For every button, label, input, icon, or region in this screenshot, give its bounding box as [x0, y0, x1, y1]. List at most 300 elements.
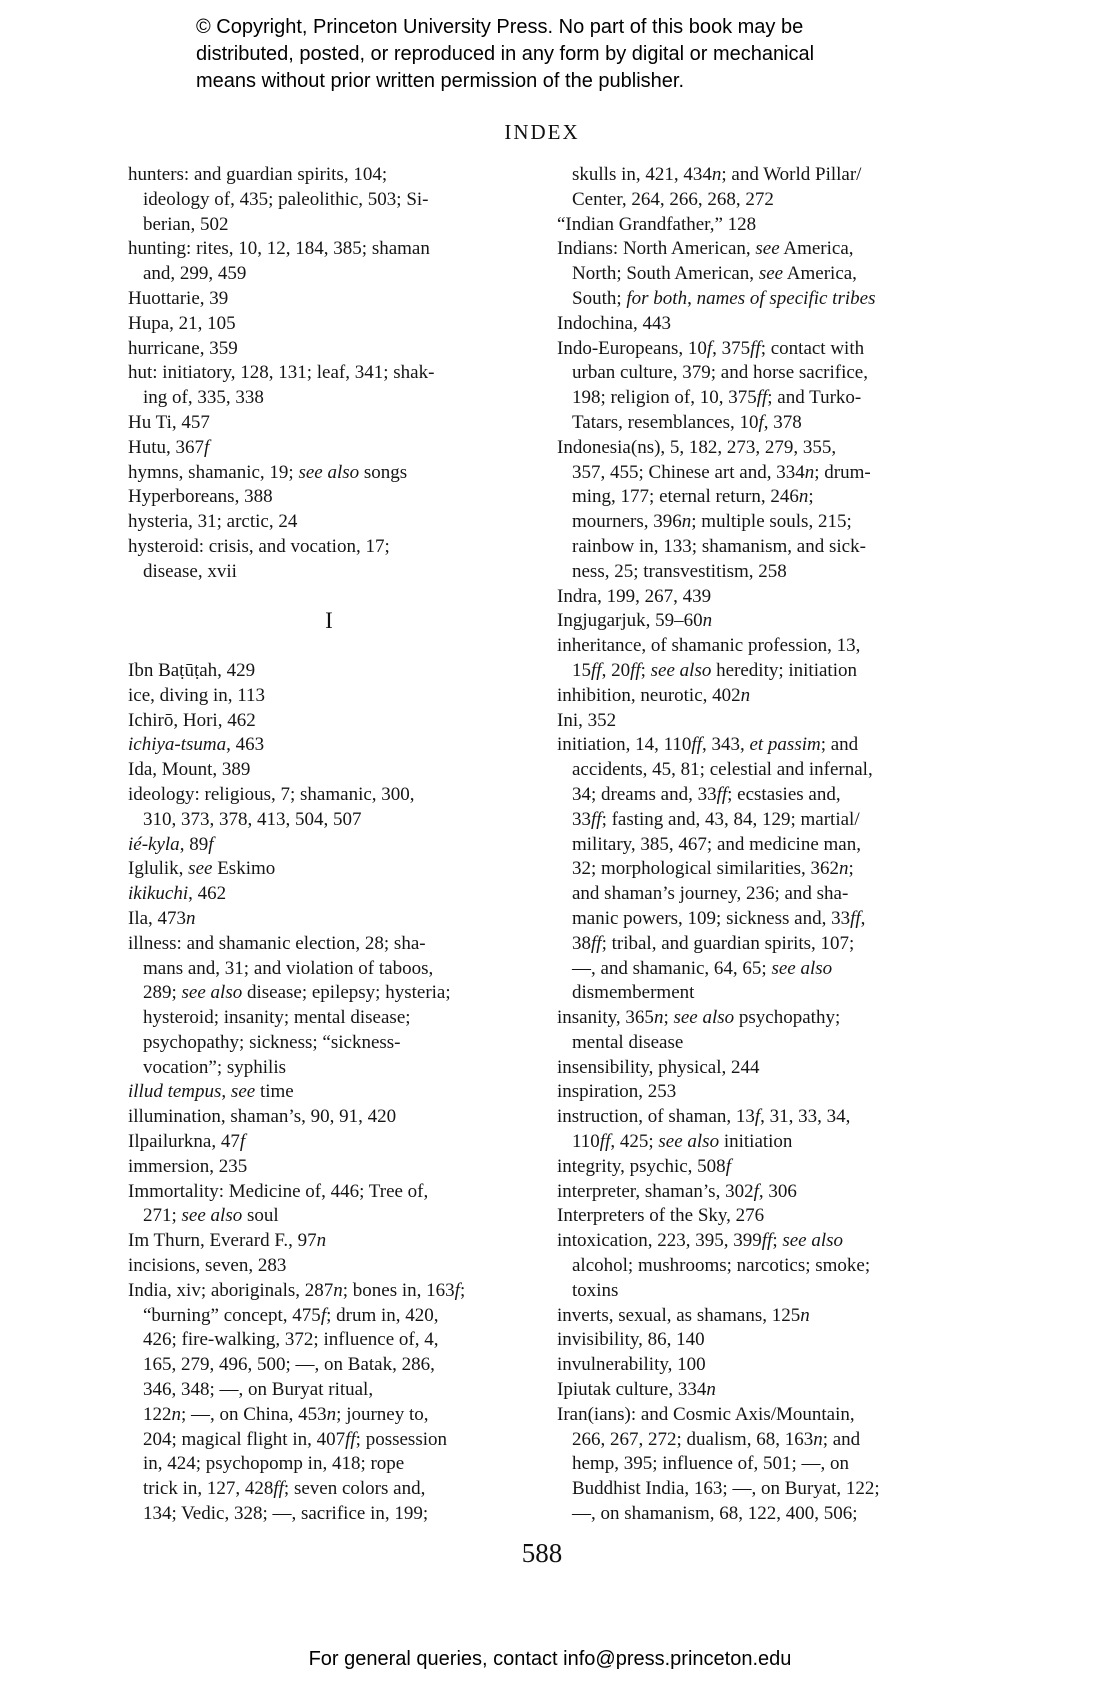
italic-text: n — [681, 511, 692, 533]
text: Indra, 199, 267, 439 — [557, 585, 712, 607]
text: insensibility, physical, 244 — [557, 1056, 760, 1078]
italic-text: ff — [716, 783, 728, 805]
index-entry-line — [128, 510, 530, 535]
text: illness: and shamanic election, 28; sha- — [128, 932, 426, 954]
index-continuation-line — [128, 1328, 530, 1353]
italic-text: ff — [850, 907, 861, 929]
text: initiation — [719, 1131, 793, 1153]
italic-text: see also — [782, 1230, 844, 1252]
text: —, on shamanism, 68, 122, 400, 506; — [572, 1503, 858, 1525]
text: ; fasting and, 43, 84, 129; martial/ — [601, 808, 860, 830]
index-continuation-line — [557, 386, 973, 411]
text: disease, xvii — [143, 560, 237, 582]
text: 266, 267, 272; dualism, 68, 163 — [572, 1428, 814, 1450]
text: ; multiple souls, 215; — [691, 511, 852, 533]
text: integrity, psychic, 508 — [557, 1155, 726, 1177]
text: 38 — [572, 932, 591, 954]
italic-text: ff — [273, 1478, 284, 1500]
index-continuation-line — [557, 1452, 973, 1477]
index-continuation-line — [557, 907, 973, 932]
text: Hyperboreans, 388 — [128, 486, 273, 508]
italic-text: for both — [626, 287, 688, 309]
index-continuation-line — [128, 386, 530, 411]
index-entry-line — [128, 659, 530, 684]
index-continuation-line — [128, 262, 530, 287]
italic-text: ff — [691, 734, 702, 756]
text: Indonesia(ns), 5, 182, 273, 279, 355, — [557, 436, 837, 458]
text: Eskimo — [212, 858, 276, 880]
text: rainbow in, 133; shamanism, and sick- — [572, 535, 866, 557]
text: berian, 502 — [143, 213, 229, 235]
text: America, — [779, 238, 854, 260]
index-continuation-line — [128, 1502, 530, 1527]
index-entry-line — [557, 1155, 973, 1180]
index-continuation-line — [128, 1353, 530, 1378]
text: hemp, 395; influence of, 501; —, on — [572, 1453, 850, 1475]
text: ; and — [822, 1428, 861, 1450]
italic-text: ff — [591, 932, 602, 954]
text: ; ecstasies and, — [727, 783, 841, 805]
index-continuation-line — [128, 1006, 530, 1031]
text: dismemberment — [572, 982, 695, 1004]
index-entry-line — [128, 907, 530, 932]
italic-text: f — [753, 1180, 759, 1202]
index-entry-line — [128, 411, 530, 436]
index-entry-line — [128, 1130, 530, 1155]
index-entry-line — [128, 857, 530, 882]
text: ; — [808, 486, 814, 508]
italic-text: n — [171, 1403, 181, 1425]
text: , — [221, 1081, 231, 1103]
text: illumination, shaman’s, 90, 91, 420 — [128, 1106, 397, 1128]
index-entry-line — [557, 1204, 973, 1229]
index-continuation-line — [128, 1056, 530, 1081]
italic-text: see also — [658, 1131, 720, 1153]
text: Iran(ians): and Cosmic Axis/Mountain, — [557, 1403, 855, 1425]
text: ; drum- — [814, 461, 871, 483]
italic-text: see also — [181, 1205, 243, 1227]
text: intoxication, 223, 395, 399 — [557, 1230, 762, 1252]
text: , 20 — [601, 659, 631, 681]
text: ming, 177; eternal return, 246 — [572, 486, 799, 508]
text: instruction, of shaman, 13 — [557, 1106, 755, 1128]
index-entry-line — [128, 535, 530, 560]
text: ; —, on China, 453 — [181, 1403, 327, 1425]
italic-text: illud tempus — [128, 1081, 222, 1103]
index-entry-line — [128, 709, 530, 734]
text: Immortality: Medicine of, 446; Tree of, — [128, 1180, 429, 1202]
text: toxins — [572, 1279, 619, 1301]
italic-text: n — [800, 1304, 810, 1326]
index-continuation-line — [557, 1502, 973, 1527]
text: “Indian Grandfather,” 128 — [557, 213, 757, 235]
italic-text: ikikuchi — [128, 883, 189, 905]
italic-text: see also — [673, 1007, 735, 1029]
italic-text: see also — [298, 461, 360, 483]
text: Indochina, 443 — [557, 312, 671, 334]
section-letter-heading: I — [325, 608, 333, 634]
index-entry-line — [128, 237, 530, 262]
index-entry-line — [128, 684, 530, 709]
index-continuation-line — [557, 361, 973, 386]
index-entry-line — [557, 585, 973, 610]
italic-text: see — [188, 858, 213, 880]
index-continuation-line — [128, 1452, 530, 1477]
text: South; — [572, 287, 627, 309]
text: time — [255, 1081, 294, 1103]
italic-text: ff — [599, 1131, 611, 1153]
index-entry-line — [128, 1229, 530, 1254]
italic-text: n — [333, 1279, 343, 1301]
contact-footer: For general queries, contact info@press.princeton.edu — [308, 1648, 792, 1670]
text: mourners, 396 — [572, 511, 682, 533]
text: Indo-Europeans, 10 — [557, 337, 707, 359]
index-continuation-line — [128, 957, 530, 982]
index-entry-line — [128, 361, 530, 386]
italic-text: see — [755, 238, 780, 260]
text: soul — [242, 1205, 279, 1227]
index-entry-line — [128, 485, 530, 510]
index-entry-line — [557, 312, 973, 337]
text: alcohol; mushrooms; narcotics; smoke; — [572, 1255, 871, 1277]
italic-text: f — [239, 1131, 246, 1153]
index-entry-line — [128, 337, 530, 362]
index-entry-line — [128, 882, 530, 907]
index-continuation-line — [557, 560, 973, 585]
italic-text: f — [706, 337, 713, 359]
text: , 89 — [179, 833, 209, 855]
text: ; tribal, and guardian spirits, 107; — [601, 932, 855, 954]
index-entry-line — [557, 337, 973, 362]
text: ing of, 335, 338 — [143, 387, 264, 409]
text: India, xiv; aboriginals, 287 — [128, 1279, 334, 1301]
text: ; seven colors and, — [283, 1478, 426, 1500]
italic-text: f — [454, 1279, 460, 1301]
text: Buddhist India, 163; —, on Buryat, 122; — [572, 1478, 880, 1500]
index-entry-line — [128, 932, 530, 957]
italic-text: ichiya-tsuma — [128, 734, 227, 756]
page-title: INDEX — [504, 120, 580, 144]
text: hut: initiatory, 128, 131; leaf, 341; shak- — [128, 362, 435, 384]
italic-text: ff — [630, 659, 641, 681]
text: heredity; initiation — [711, 659, 857, 681]
text: , 462 — [188, 883, 227, 905]
italic-text: see also — [181, 982, 243, 1004]
text: 426; fire-walking, 372; influence of, 4, — [143, 1329, 439, 1351]
index-entry-line — [128, 287, 530, 312]
text: inspiration, 253 — [557, 1081, 677, 1103]
italic-text: n — [813, 1428, 823, 1450]
index-continuation-line — [557, 833, 973, 858]
index-continuation-line — [557, 188, 973, 213]
text: 122 — [143, 1403, 172, 1425]
text: , — [860, 907, 866, 929]
text: inhibition, neurotic, 402 — [557, 684, 741, 706]
text: hurricane, 359 — [128, 337, 238, 359]
page-number: 588 — [521, 1538, 563, 1568]
text: hunting: rites, 10, 12, 184, 385; shaman — [128, 238, 430, 260]
index-entry-line — [557, 684, 973, 709]
italic-text: ff — [345, 1428, 356, 1450]
index-continuation-line — [557, 981, 973, 1006]
text: invulnerability, 100 — [557, 1354, 706, 1376]
text: manic powers, 109; sickness and, 33 — [572, 907, 851, 929]
index-continuation-line — [557, 957, 973, 982]
text: 346, 348; —, on Buryat ritual, — [143, 1379, 374, 1401]
text: ice, diving in, 113 — [128, 684, 266, 706]
italic-text: n — [711, 164, 722, 185]
text: trick in, 127, 428 — [143, 1478, 274, 1500]
index-continuation-line — [557, 932, 973, 957]
text: Interpreters of the Sky, 276 — [557, 1205, 765, 1227]
index-entry-line — [128, 312, 530, 337]
text: Ilpailurkna, 47 — [128, 1131, 240, 1153]
text: initiation, 14, 110 — [557, 734, 692, 756]
italic-text: f — [725, 1155, 731, 1177]
italic-text: ff — [761, 1230, 773, 1252]
text: interpreter, shaman’s, 302 — [557, 1180, 754, 1202]
italic-text: n — [186, 907, 196, 929]
text: Ila, 473 — [128, 907, 187, 929]
text: Center, 264, 266, 268, 272 — [572, 188, 774, 210]
text: , 343, — [701, 734, 750, 756]
text: , — [687, 287, 697, 309]
text: hysteroid: crisis, and vocation, 17; — [128, 535, 390, 557]
index-left-column — [128, 163, 530, 1527]
text: ; — [772, 1230, 783, 1252]
text: vocation”; syphilis — [143, 1056, 287, 1078]
italic-text: n — [798, 486, 809, 508]
text: , 463 — [226, 734, 265, 756]
index-continuation-line — [557, 1279, 973, 1304]
index-continuation-line — [557, 1477, 973, 1502]
text: Hu Ti, 457 — [128, 411, 210, 433]
text: psychopathy; sickness; “sickness- — [143, 1031, 401, 1053]
text: ; — [640, 659, 651, 681]
text: ideology: religious, 7; shamanic, 300, — [128, 783, 415, 805]
index-continuation-line — [557, 535, 973, 560]
index-entry-line — [557, 436, 973, 461]
index-continuation-line — [557, 783, 973, 808]
index-entry-line — [557, 213, 973, 238]
index-entry-line — [128, 733, 530, 758]
index-entry-line — [128, 1254, 530, 1279]
index-continuation-line — [128, 1428, 530, 1453]
text: ; drum in, 420, — [326, 1304, 439, 1326]
index-entry-line — [557, 1328, 973, 1353]
text: insanity, 365 — [557, 1007, 654, 1029]
copyright-line: distributed, posted, or reproduced in any form by digital or mechanical — [196, 43, 815, 65]
index-continuation-line — [557, 411, 973, 436]
index-continuation-line — [557, 1031, 973, 1056]
italic-text: names of specific tribes — [696, 287, 876, 309]
text: 15 — [572, 659, 591, 681]
text: Im Thurn, Everard F., 97 — [128, 1230, 317, 1252]
italic-text: n — [702, 610, 713, 632]
text: Ibn Baṭūṭah, 429 — [128, 659, 256, 681]
text: 110 — [572, 1131, 600, 1153]
index-entry-line — [128, 758, 530, 783]
italic-text: see also — [771, 957, 833, 979]
index-continuation-line — [557, 1254, 973, 1279]
text: ; journey to, — [336, 1403, 429, 1425]
text: 289; — [143, 982, 182, 1004]
index-entry-line — [557, 237, 973, 262]
text: Indians: North American, — [557, 238, 756, 260]
text: 165, 279, 496, 500; —, on Batak, 286, — [143, 1354, 435, 1376]
index-entry-line — [557, 1105, 973, 1130]
text: ; contact with — [760, 337, 865, 359]
text: inverts, sexual, as shamans, 125 — [557, 1304, 801, 1326]
italic-text: n — [740, 684, 751, 706]
text: hunters: and guardian spirits, 104; — [128, 164, 388, 185]
italic-text: f — [208, 833, 214, 855]
text: Ini, 352 — [557, 709, 617, 731]
index-entry-line — [128, 1105, 530, 1130]
index-entry-line — [128, 783, 530, 808]
text: hysteria, 31; arctic, 24 — [128, 511, 298, 533]
text: mans and, 31; and violation of taboos, — [143, 957, 434, 979]
index-continuation-line — [128, 1304, 530, 1329]
italic-text: ff — [750, 337, 761, 359]
index-right-column — [557, 163, 973, 1527]
text: disease; epilepsy; hysteria; — [242, 982, 451, 1004]
index-continuation-line — [557, 262, 973, 287]
text: ; and Turko- — [767, 387, 862, 409]
text: , 425; — [610, 1131, 659, 1153]
text: accidents, 45, 81; celestial and infernal, — [572, 759, 873, 781]
text: , 378 — [763, 411, 802, 433]
italic-text: n — [316, 1230, 327, 1252]
text: Ipiutak culture, 334 — [557, 1379, 707, 1401]
text: military, 385, 467; and medicine man, — [572, 833, 861, 855]
text: 310, 373, 378, 413, 504, 507 — [143, 808, 362, 830]
index-continuation-line — [128, 1031, 530, 1056]
text: ; — [663, 1007, 674, 1029]
text: 32; morphological similarities, 362 — [572, 858, 840, 880]
index-entry-line — [128, 461, 530, 486]
index-entry-line — [557, 1180, 973, 1205]
text: urban culture, 379; and horse sacrifice, — [572, 362, 868, 384]
index-continuation-line — [557, 857, 973, 882]
text: Ingjugarjuk, 59–60 — [557, 610, 703, 632]
index-continuation-line — [557, 1428, 973, 1453]
text: 271; — [143, 1205, 182, 1227]
index-entry-line — [557, 709, 973, 734]
index-continuation-line — [128, 1403, 530, 1428]
text: 34; dreams and, 33 — [572, 783, 717, 805]
text: North; South American, — [572, 263, 759, 285]
index-continuation-line — [557, 659, 973, 684]
copyright-notice — [196, 14, 814, 95]
index-entry-line — [128, 163, 530, 188]
index-entry-line — [128, 1180, 530, 1205]
text: Tatars, resemblances, 10 — [572, 411, 759, 433]
text: Hupa, 21, 105 — [128, 312, 236, 334]
text: ; — [848, 858, 854, 880]
index-entry-line — [557, 1353, 973, 1378]
index-continuation-line — [557, 808, 973, 833]
italic-text: n — [653, 1007, 664, 1029]
index-continuation-line — [128, 213, 530, 238]
text: hysteroid; insanity; mental disease; — [143, 1007, 411, 1029]
text: songs — [359, 461, 408, 483]
italic-text: et passim — [749, 734, 821, 756]
italic-text: see also — [650, 659, 712, 681]
text: , 306 — [758, 1180, 797, 1202]
index-entry-line — [557, 733, 973, 758]
text: ; — [459, 1279, 466, 1301]
text: 134; Vedic, 328; —, sacrifice in, 199; — [143, 1503, 429, 1525]
text: and, 299, 459 — [143, 263, 247, 285]
text: America, — [783, 263, 857, 285]
index-entry-line — [557, 1378, 973, 1403]
index-continuation-line — [557, 485, 973, 510]
index-continuation-line — [128, 1477, 530, 1502]
text: 33 — [572, 808, 591, 830]
index-continuation-line — [557, 1130, 973, 1155]
index-continuation-line — [128, 560, 530, 585]
italic-text: see — [758, 263, 784, 285]
index-continuation-line — [557, 461, 973, 486]
italic-text: f — [758, 411, 764, 433]
text: ; bones in, 163 — [342, 1279, 455, 1301]
text: skulls in, 421, 434 — [572, 164, 712, 185]
copyright-line: means without prior written permission of the publisher. — [196, 70, 685, 92]
italic-text: n — [839, 858, 849, 880]
index-continuation-line — [128, 1378, 530, 1403]
index-entry-line — [557, 1080, 973, 1105]
text: ness, 25; transvestitism, 258 — [572, 560, 787, 582]
index-continuation-line — [557, 287, 973, 312]
index-continuation-line — [128, 981, 530, 1006]
text: Ichirō, Hori, 462 — [128, 709, 256, 731]
italic-text: ié-kyla — [128, 833, 180, 855]
index-entry-line — [557, 609, 973, 634]
text: 357, 455; Chinese art and, 334 — [572, 461, 805, 483]
text: psychopathy; — [734, 1007, 841, 1029]
text: incisions, seven, 283 — [128, 1255, 287, 1277]
text: , 375 — [712, 337, 751, 359]
text: inheritance, of shamanic profession, 13, — [557, 635, 861, 657]
text: 204; magical flight in, 407 — [143, 1428, 346, 1450]
index-entry-line — [128, 1155, 530, 1180]
text: 198; religion of, 10, 375 — [572, 387, 757, 409]
italic-text: f — [754, 1106, 761, 1128]
italic-text: n — [804, 461, 815, 483]
index-continuation-line — [128, 808, 530, 833]
text: Hutu, 367 — [128, 436, 204, 458]
text: —, and shamanic, 64, 65; — [572, 957, 772, 979]
index-continuation-line — [557, 882, 973, 907]
index-entry-line — [128, 1279, 530, 1304]
italic-text: n — [326, 1403, 337, 1425]
italic-text: f — [320, 1304, 327, 1326]
index-entry-line — [128, 1080, 530, 1105]
text: in, 424; psychopomp in, 418; rope — [143, 1453, 405, 1475]
italic-text: ff — [591, 659, 602, 681]
italic-text: f — [204, 436, 210, 458]
index-continuation-line — [128, 1204, 530, 1229]
text: ; and — [820, 734, 859, 756]
italic-text: ff — [591, 808, 602, 830]
italic-text: ff — [756, 387, 768, 409]
text: “burning” concept, 475 — [143, 1304, 321, 1326]
index-continuation-line — [557, 758, 973, 783]
index-continuation-line — [557, 163, 973, 188]
index-entry-line — [557, 1403, 973, 1428]
text: Iglulik, — [128, 858, 189, 880]
